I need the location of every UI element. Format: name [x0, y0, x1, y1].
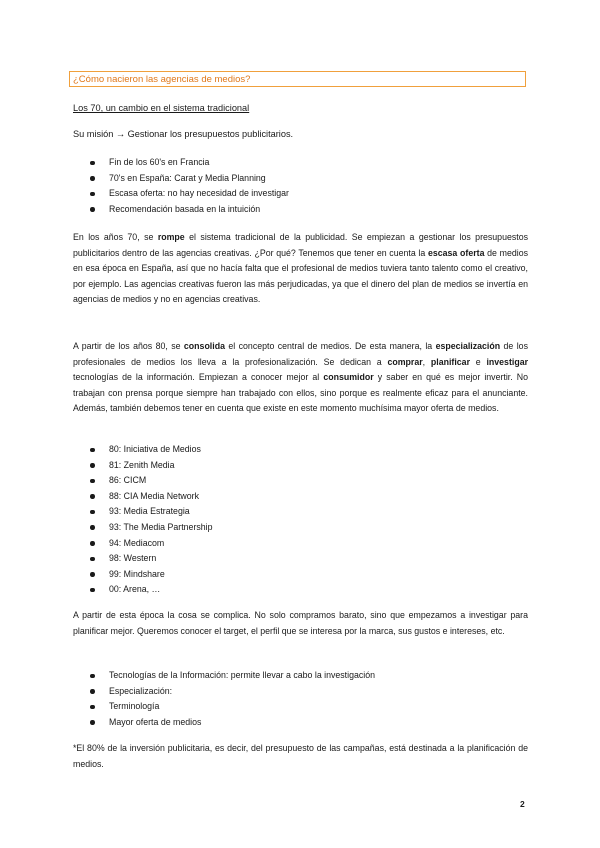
paragraph-80s: A partir de los años 80, se consolida el concepto central de medios. De esta manera, la especialización de los profesionales de medios los lleva a la profesionalización. Se dedican a comprar, planificar e investigar tecnologías de la información. Empiezan a conocer mejor al consumidor y saber en qué es mejor invertir. No trabajan con prensa porque siempre han trabajado con ellos, sino porque es realmente eficaz para el anunciante. Además, también debemos tener en cuenta que existe en este momento muchísima mayor oferta de medios. — [73, 341, 529, 414]
list-item: Escasa oferta: no hay necesidad de investigar — [73, 186, 289, 202]
list-item: 93: The Media Partnership — [73, 520, 213, 536]
list-item: 94: Mediacom — [73, 536, 213, 552]
list-item: Mayor oferta de medios — [73, 715, 375, 731]
list-item: 00: Arena, … — [73, 582, 213, 598]
list-item: 86: CICM — [73, 473, 213, 489]
list-item: Terminología — [73, 699, 375, 715]
subtitle: Los 70, un cambio en el sistema tradicional — [73, 103, 250, 113]
list-item: Fin de los 60's en Francia — [73, 155, 289, 171]
list-item: 81: Zenith Media — [73, 458, 213, 474]
list-item: 88: CIA Media Network — [73, 489, 213, 505]
paragraph-complication: A partir de esta época la cosa se complica. No solo compramos barato, sino que empezamos a investigar para planificar mejor. Queremos conocer el target, el perfil que se interesa por la marca, sus gustos e intereses, etc. — [73, 610, 528, 636]
bullet-list-factors — [73, 668, 375, 730]
list-item: 80: Iniciativa de Medios — [73, 442, 213, 458]
list-item: Tecnologías de la Información: permite llevar a cabo la investigación — [73, 668, 375, 684]
list-item: 93: Media Estrategia — [73, 504, 213, 520]
list-item: 98: Western — [73, 551, 213, 567]
mission-line: Su misión → Gestionar los presupuestos publicitarios. — [73, 129, 294, 139]
bullet-list-origins — [73, 155, 289, 217]
list-item: Recomendación basada en la intuición — [73, 202, 289, 218]
bullet-list-agencies — [73, 442, 213, 598]
list-item: 70's en España: Carat y Media Planning — [73, 171, 289, 187]
section-heading: ¿Cómo nacieron las agencias de medios? — [69, 71, 526, 87]
footnote: *El 80% de la inversión publicitaria, es decir, del presupuesto de las campañas, está destinada a la planificación de medios. — [73, 743, 528, 769]
page-number: 2 — [520, 799, 525, 809]
list-item: Especialización: — [73, 684, 375, 700]
paragraph-70s: En los años 70, se rompe el sistema tradicional de la publicidad. Se empiezan a gestionar los presupuestos publicitarios dentro de las agencias creativas. ¿Por qué? Tenemos que tener en cuenta la escasa oferta de medios en esa época en España, así que no hacía falta que el profesional de medios tuviera tanto talento como el creativo, por ejemplo. Las agencias creativas fueron las más perjudicadas, ya que el dinero del plan de medios se invertía en agencias de medios y no en agencias creativas. — [73, 232, 529, 305]
list-item: 99: Mindshare — [73, 567, 213, 583]
